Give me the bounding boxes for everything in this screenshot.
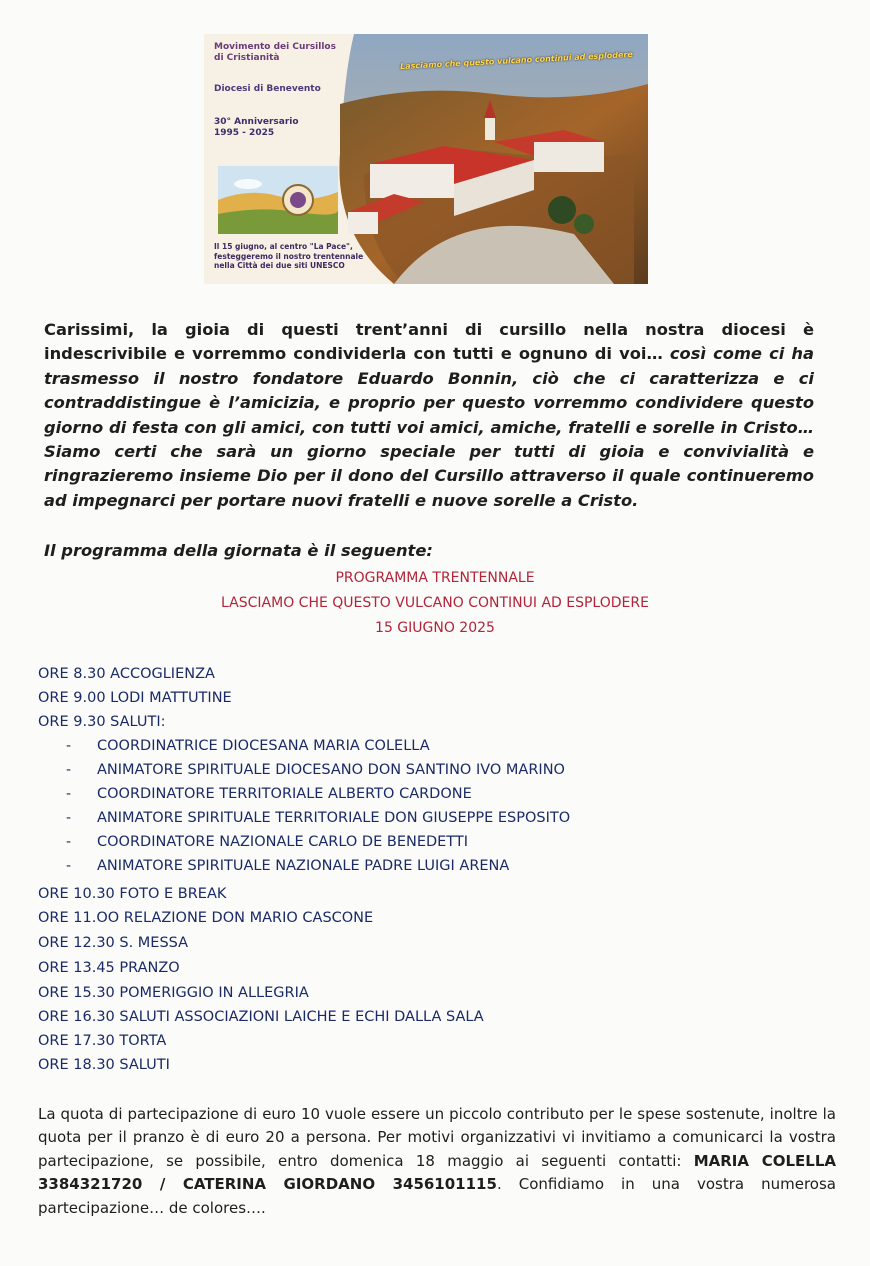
schedule-item: ORE 17.30 TORTA [38,1033,167,1049]
banner-anniversary [214,117,299,139]
list-bullet: - [66,786,72,802]
anniversary-banner [204,34,648,284]
schedule-item: ORE 15.30 POMERIGGIO IN ALLEGRIA [38,985,309,1001]
list-bullet: - [66,810,72,826]
schedule-item: ORE 9.00 LODI MATTUTINE [38,690,232,706]
banner-footer-line3: nella Città dei due siti UNESCO [214,261,345,270]
schedule-item: ORE 9.30 SALUTI: [38,714,166,730]
closing-part1: La quota di partecipazione di euro 10 vuole essere un piccolo contributo per le spese sostenute, inoltre la quota per il pranzo è di euro 20 a persona. Per motivi organizzativi vi invitiamo a comunicarci la vostra partecipazione, se possibile, entro domenica 18 maggio ai seguenti contatti: [38,1105,836,1170]
schedule-item: ORE 13.45 PRANZO [38,960,180,976]
banner-slogan: Lasciamo che questo vulcano continui ad esplodere [399,49,633,72]
banner-org-line1: Movimento dei Cursillos [214,42,336,52]
list-bullet: - [66,834,72,850]
banner-organization [214,42,336,64]
banner-diocese: Diocesi di Benevento [214,84,321,94]
greeting-item: COORDINATORE TERRITORIALE ALBERTO CARDONE [97,786,472,802]
greeting-item: COORDINATORE NAZIONALE CARLO DE BENEDETTI [97,834,469,850]
greeting-item: COORDINATRICE DIOCESANA MARIA COLELLA [97,738,430,754]
banner-anniversary-label: 30° Anniversario [214,117,299,127]
banner-footer-line1: Il 15 giugno, al centro "La Pace", [214,242,353,251]
schedule-item: ORE 12.30 S. MESSA [38,935,189,951]
schedule-item: ORE 8.30 ACCOGLIENZA [38,666,215,682]
list-bullet: - [66,858,72,874]
intro-part1: Carissimi, la gioia di questi trent’anni di cursillo nella nostra diocesi è indescrivibile e vorremmo condividerla con tutti e ognuno di voi… [44,320,814,364]
intro-part2: così come ci ha trasmesso il nostro fondatore Eduardo Bonnin, ciò che ci caratterizza e ci contraddistingue è l’amicizia, e proprio per questo vorremmo condividere questo giorno di festa con gli amici, con tutti voi amici, amiche, fratelli e sorelle in Cristo… Siamo certi che sarà un giorno speciale per tutti di gioia e convivialità e ringrazieremo insieme Dio per il dono del Cursillo attraverso il quale continueremo ad impegnarci per portare nuovi fratelli e nuove sorelle a Cristo. [44,344,814,510]
aerial-photo-la-pace-center [334,34,648,284]
program-subtitle: LASCIAMO CHE QUESTO VULCANO CONTINUI AD ESPLODERE [221,595,649,611]
intro-paragraph [44,318,814,513]
schedule-item: ORE 16.30 SALUTI ASSOCIAZIONI LAICHE E ECHI DALLA SALA [38,1009,484,1025]
greeting-item: ANIMATORE SPIRITUALE TERRITORIALE DON GIUSEPPE ESPOSITO [97,810,571,826]
greeting-item: ANIMATORE SPIRITUALE DIOCESANO DON SANTINO IVO MARINO [97,762,565,778]
program-lead: Il programma della giornata è il seguente: [44,541,433,560]
list-bullet: - [66,762,72,778]
contact-numbers: MARIA COLELLA 3384321720 / CATERINA GIORDANO 3456101115 [38,1151,836,1194]
schedule-item: ORE 18.30 SALUTI [38,1057,170,1073]
program-title: PROGRAMMA TRENTENNALE [335,570,535,586]
list-bullet: - [66,738,72,754]
landscape-logo-image [218,166,338,234]
banner-years: 1995 - 2025 [214,128,275,138]
program-date: 15 GIUGNO 2025 [375,620,495,636]
schedule-item: ORE 11.OO RELAZIONE DON MARIO CASCONE [38,910,374,926]
schedule-item: ORE 10.30 FOTO E BREAK [38,886,227,902]
closing-part2: . Confidiamo in una vostra numerosa partecipazione… de colores…. [38,1175,836,1217]
banner-footer [214,242,363,271]
banner-footer-line2: festeggeremo il nostro trentennale [214,251,364,261]
closing-paragraph [38,1103,836,1220]
greeting-item: ANIMATORE SPIRITUALE NAZIONALE PADRE LUIGI ARENA [97,858,510,874]
banner-org-line2: di Cristianità [214,53,280,63]
